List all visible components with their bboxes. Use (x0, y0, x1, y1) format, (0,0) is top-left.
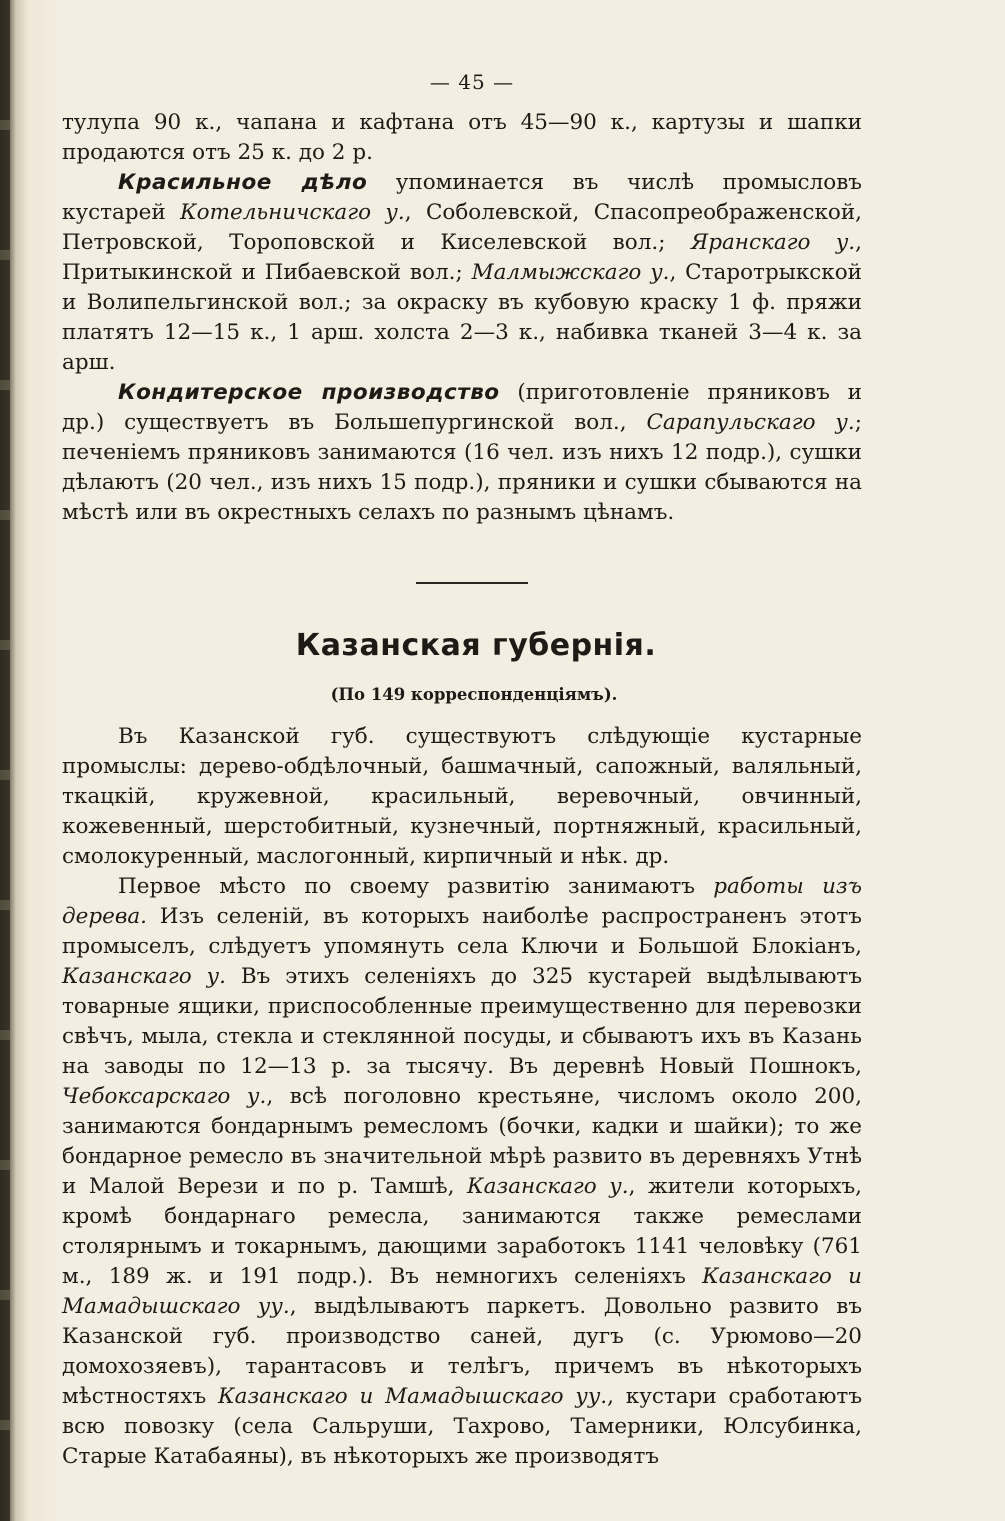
heading-dyeing: Красильное дѣло (118, 170, 368, 195)
text-run: , Старотрыкской и Волипельгинской вол.; за окраску въ кубовую краску 1 ф. пряжи платятъ 12—15 к., 1 арш. холста 2—3 к., набивка тканей 3—4 к. за арш. (62, 260, 863, 375)
paragraph-clothing-prices (62, 108, 862, 168)
text-run: , выдѣлываютъ паркетъ. Довольно развито въ Казанской губ. производство саней, дугъ (с. Урюмово—20 домохозяевъ), тарантасовъ и телѣгъ, причемъ въ нѣкоторыхъ мѣстностяхъ (62, 1294, 863, 1409)
text-run: , кустари сработаютъ всю повозку (села Сальруши, Тахрово, Тамерники, Юлсубинка, Старые Катабаяны), въ нѣкоторыхъ же производятъ (62, 1384, 862, 1469)
text-run: (приготовленіе пряниковъ и др.) существуетъ въ Большепургинской вол., (62, 380, 862, 435)
page-content (62, 68, 862, 1472)
paragraph-text: тулупа 90 к., чапана и кафтана отъ 45—90 к., картузы и шапки продаются отъ 25 к. до 2 р. (62, 110, 862, 165)
paragraph-dyeing (62, 168, 862, 378)
text-run: Первое мѣсто по своему развитію занимаютъ (118, 874, 714, 899)
paragraph-kazan-crafts (62, 722, 862, 872)
text-run: , Соболевской, Спасопреображенской, Петровской, Тороповской и Киселевской вол.; (62, 200, 862, 255)
paragraph-woodwork (62, 872, 862, 1472)
district-name: Чебоксарскаго у. (62, 1084, 267, 1109)
district-name: Сарапульскаго у. (646, 410, 855, 435)
text-run: , всѣ поголовно крестьяне, числомъ около 200, занимаются бондарнымъ ремесломъ (бочки, кадки и шайки); то же бондарное ремесло въ значительной мѣрѣ развито въ деревняхъ Утнѣ и Малой Верези и по р. Тамшѣ, (62, 1084, 862, 1199)
text-run: упоминается въ числѣ промысловъ кустарей (62, 170, 862, 225)
page-number: — 45 — (429, 70, 515, 94)
text-run: Изъ селеній, въ которыхъ наиболѣе распространенъ этотъ промыселъ, слѣдуетъ упомянуть села Ключи и Большой Блокіанъ, (62, 904, 862, 959)
text-run: , жители которыхъ, кромѣ бондарнаго ремесла, занимаются также ремеслами столярнымъ и токарнымъ, дающими заработокъ 1141 человѣку (761 м., 189 ж. и 191 подр.). Въ немногихъ селеніяхъ (62, 1174, 863, 1289)
district-name: Малмыжскаго у. (471, 260, 670, 285)
district-name: Котельничскаго у. (180, 200, 405, 225)
section-title: Казанская губернія. (295, 628, 657, 663)
section-divider (416, 582, 528, 584)
district-name: Казанскаго у. (467, 1174, 629, 1199)
district-name: Казанскаго и Мамадышскаго уу. (62, 1264, 862, 1319)
book-spine-edge (0, 0, 10, 1521)
district-name: Казанскаго и Мамадышскаго уу. (218, 1384, 608, 1409)
section-subtitle: (По 149 корреспонденціямъ). (330, 685, 618, 704)
emphasis-woodwork: работы изъ дерева. (62, 874, 862, 929)
heading-confectionery: Кондитерское производство (118, 380, 500, 405)
text-run: , Притыкинской и Пибаевской вол.; (62, 230, 862, 285)
paragraph-confectionery (62, 378, 862, 528)
text-run: ; печеніемъ пряниковъ занимаются (16 чел. изъ нихъ 12 подр.), сушки дѣлаютъ (20 чел., изъ нихъ 15 подр.), пряники и сушки сбываются на мѣстѣ или въ окрестныхъ селахъ по разнымъ цѣнамъ. (62, 410, 862, 525)
district-name: Казанскаго у. (62, 964, 226, 989)
text-run: Въ этихъ селеніяхъ до 325 кустарей выдѣлываютъ товарные ящики, приспособленные преимущественно для перевозки свѣчъ, мыла, стекла и стеклянной посуды, и сбываютъ ихъ въ Казань на заводы по 12—13 р. за тысячу. Въ деревнѣ Новый Пошнокъ, (62, 964, 863, 1079)
district-name: Яранскаго у. (690, 230, 856, 255)
paragraph-text: Въ Казанской губ. существуютъ слѣдующіе кустарные промыслы: дерево-обдѣлочный, башмачный, сапожный, валяльный, ткацкій, кружевной, красильный, веревочный, овчинный, кожевенный, шерстобитный, кузнечный, портняжный, красильный, смолокуренный, маслогонный, кирпичный и нѣк. др. (62, 724, 862, 869)
